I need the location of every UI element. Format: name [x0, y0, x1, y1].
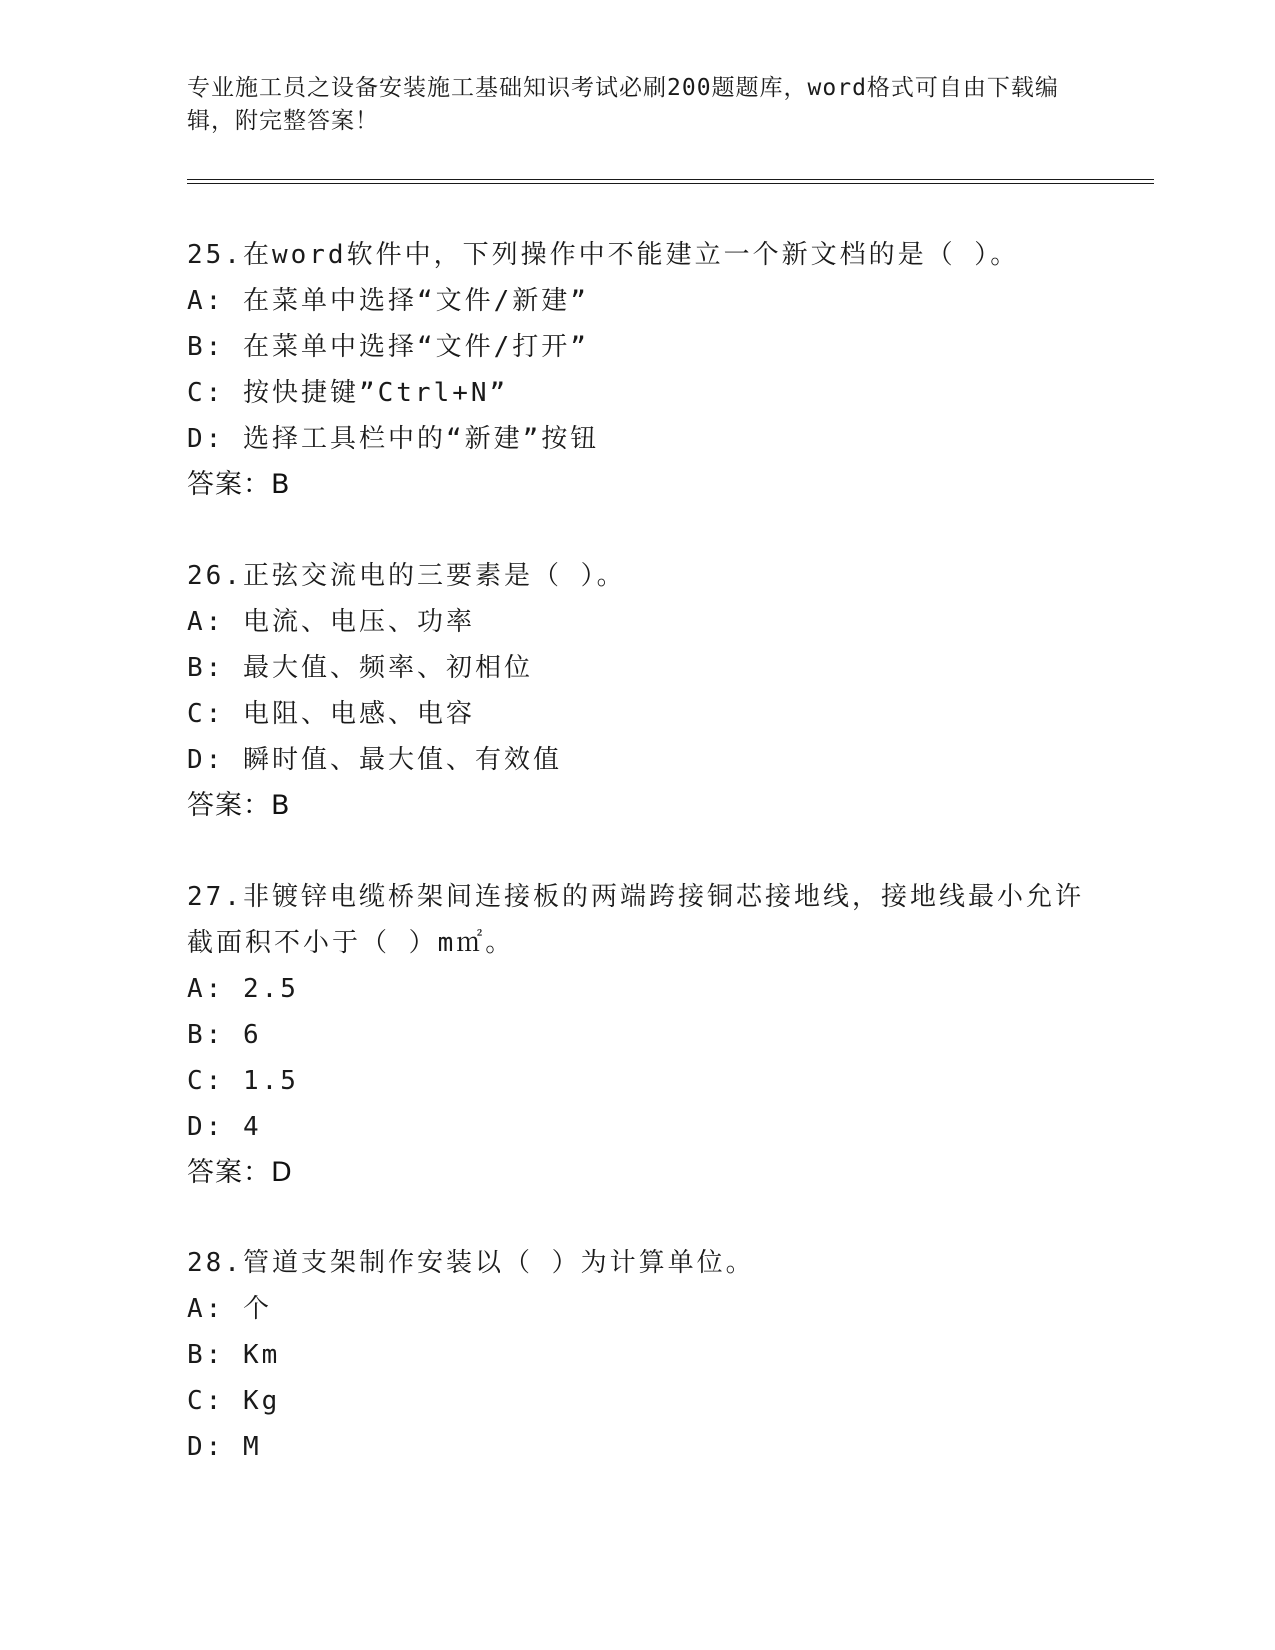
- header-divider-line-secondary: [187, 183, 1154, 184]
- option-c: C: 按快捷键”Ctrl+N”: [187, 378, 509, 408]
- question-title: 27.非镀锌电缆桥架间连接板的两端跨接铜芯接地线，接地线最小允许截面积不小于（ ）m㎡。: [187, 882, 1084, 958]
- option-c: C: 电阻、电感、电容: [187, 699, 475, 729]
- option-d: D: 瞬时值、最大值、有效值: [187, 745, 562, 775]
- answer-label: 答案：B: [187, 469, 291, 500]
- option-d: D: 选择工具栏中的“新建”按钮: [187, 424, 600, 454]
- option-d: D: M: [187, 1432, 262, 1462]
- question-25: [187, 232, 1107, 508]
- option-b: B: 最大值、频率、初相位: [187, 653, 533, 683]
- option-a: A: 2.5: [187, 974, 299, 1004]
- answer-label: 答案：B: [187, 790, 291, 821]
- option-d: D: 4: [187, 1112, 262, 1142]
- option-b: B: 在菜单中选择“文件/打开”: [187, 332, 589, 362]
- answer-label: 答案：D: [187, 1157, 293, 1188]
- option-c: C: Kg: [187, 1386, 281, 1416]
- option-b: B: 6: [187, 1020, 262, 1050]
- document-header-title: 专业施工员之设备安装施工基础知识考试必刷200题题库，word格式可自由下载编辑，附完整答案！: [187, 75, 1059, 134]
- option-a: A: 电流、电压、功率: [187, 607, 475, 637]
- option-b: B: Km: [187, 1340, 281, 1370]
- option-c: C: 1.5: [187, 1066, 299, 1096]
- question-title: 25.在word软件中，下列操作中不能建立一个新文档的是（ ）。: [187, 240, 1020, 270]
- question-title: 28.管道支架制作安装以（ ）为计算单位。: [187, 1248, 755, 1278]
- header-divider-line: [187, 179, 1154, 180]
- question-26: [187, 553, 1107, 829]
- option-a: A: 在菜单中选择“文件/新建”: [187, 286, 589, 316]
- question-28: [187, 1240, 1107, 1470]
- question-title: 26.正弦交流电的三要素是（ ）。: [187, 561, 626, 591]
- option-a: A: 个: [187, 1294, 272, 1324]
- question-27: [187, 874, 1107, 1196]
